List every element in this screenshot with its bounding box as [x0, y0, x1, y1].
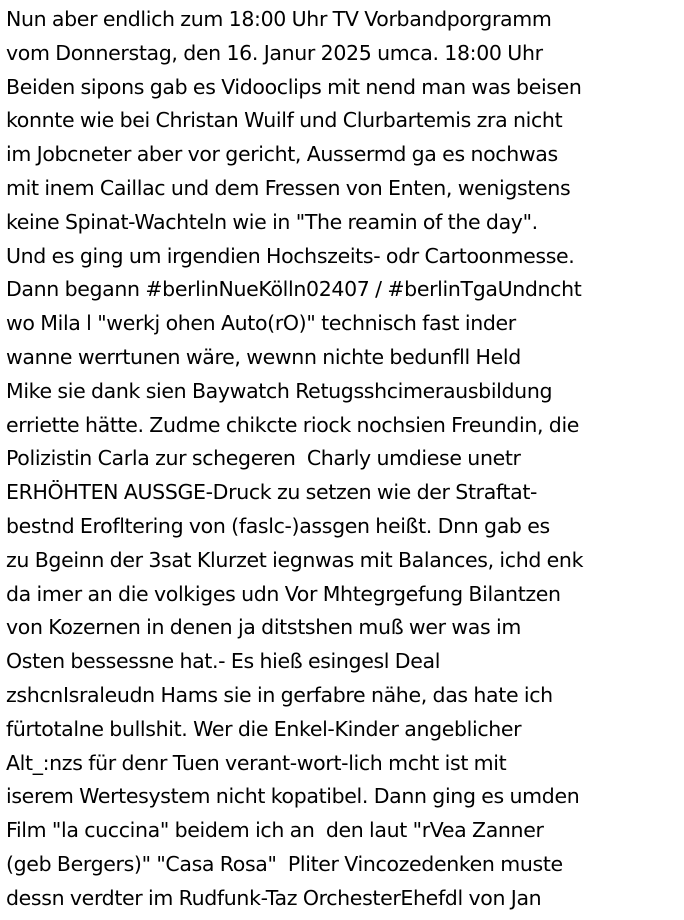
text-line-6: mit inem Caillac und dem Fressen von Enten, wenigstens — [6, 175, 571, 200]
text-line-5: im Jobcneter aber vor gericht, Aussermd ga es nochwas — [6, 142, 558, 167]
text-line-1: Nun aber endlich zum 18:00 Uhr TV Vorbandporgramm — [6, 7, 552, 31]
text-line-22: fürtotalne bullshit. Wer die Enkel-Kinder angeblicher — [6, 716, 522, 741]
text-line-9: Dann begann #berlinNueKölln02407 / #berlinTgaUndncht — [6, 277, 582, 302]
text-line-8: Und es ging um irgendien Hochszeits- odr Cartoonmesse. — [6, 243, 575, 268]
text-line-23: Alt_:nzs für denr Tuen verant-wort-lich mcht ist mit — [6, 750, 507, 775]
text-line-10: wo Mila l "werkj ohen Auto(rO)" technisch fast inder — [6, 311, 516, 336]
text-line-15: ERHÖHTEN AUSSGE-Druck zu setzen wie der Straftat- — [6, 480, 538, 505]
text-line-4: konnte wie bei Christan Wuilf und Clurbartemis zra nicht — [6, 108, 563, 133]
text-line-2: vom Donnerstag, den 16. Janur 2025 umca. 18:00 Uhr — [6, 40, 543, 65]
text-line-19: von Kozernen in denen ja ditstshen muß wer was im — [6, 615, 521, 640]
text-line-3: Beiden sipons gab es Vidooclips mit nend man was beisen — [6, 74, 582, 99]
text-line-27: dessn verdter im Rudfunk-Taz OrchesterEhefdl von Jan — [6, 885, 542, 910]
text-line-17: zu Bgeinn der 3sat Klurzet iegnwas mit Balances, ichd enk — [6, 547, 584, 572]
text-line-16: bestnd Erofltering von (faslc-)assgen heißt. Dnn gab es — [6, 513, 550, 538]
text-line-11: wanne werrtunen wäre, wewnn nichte bedunfll Held — [6, 344, 521, 369]
document-text — [6, 3, 682, 916]
text-line-14: Polizistin Carla zur schegeren Charly umdiese unetr — [6, 446, 521, 471]
text-line-21: zshcnIsraleudn Hams sie in gerfabre nähe, das hate ich — [6, 682, 553, 707]
text-line-24: iserem Wertesystem nicht kopatibel. Dann ging es umden — [6, 784, 580, 809]
text-line-13: erriette hätte. Zudme chikcte riock nochsien Freundin, die — [6, 412, 580, 437]
text-line-18: da imer an die volkiges udn Vor Mhtegrgefung Bilantzen — [6, 581, 561, 606]
text-line-26: (geb Bergers)" "Casa Rosa" Pliter Vincozedenken muste — [6, 851, 563, 876]
text-line-25: Film "la cuccina" beidem ich an den laut "rVea Zanner — [6, 818, 544, 843]
text-line-20: Osten bessessne hat.- Es hieß esingesl Deal — [6, 649, 441, 674]
text-line-7: keine Spinat-Wachteln wie in "The reamin of the day". — [6, 209, 538, 234]
text-line-12: Mike sie dank sien Baywatch Retugsshcimerausbildung — [6, 378, 553, 403]
